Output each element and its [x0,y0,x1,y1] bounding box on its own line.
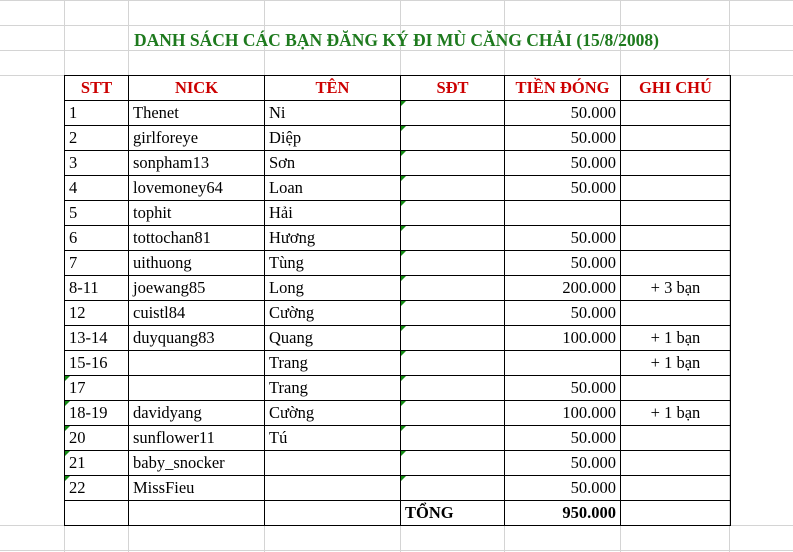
cell-ghi-chu[interactable] [621,176,731,201]
registration-table [64,75,731,526]
cell-ten[interactable] [265,451,401,476]
cell-tien-dong[interactable]: 50.000 [505,176,621,201]
cell-tien-dong[interactable]: 100.000 [505,326,621,351]
cell-stt[interactable]: 4 [65,176,129,201]
table-row [65,201,731,226]
table-row [65,151,731,176]
table-row [65,401,731,426]
table-row [65,176,731,201]
cell-ghi-chu[interactable] [621,451,731,476]
cell-ten[interactable]: Diệp [265,126,401,151]
cell[interactable] [265,501,401,526]
header-nick[interactable]: NICK [129,76,265,101]
cell-stt[interactable]: 6 [65,226,129,251]
header-ghi-chu[interactable]: GHI CHÚ [621,76,731,101]
cell-tien-dong[interactable]: 50.000 [505,151,621,176]
cell-tien-dong[interactable]: 50.000 [505,301,621,326]
cell-stt[interactable]: 13-14 [65,326,129,351]
cell-stt[interactable]: 3 [65,151,129,176]
cell-ten[interactable]: Trang [265,376,401,401]
cell-sdt[interactable] [401,326,505,351]
cell-tien-dong[interactable]: 50.000 [505,476,621,501]
cell-ghi-chu[interactable] [621,301,731,326]
cell-nick[interactable]: sonpham13 [129,151,265,176]
header-ten[interactable]: TÊN [265,76,401,101]
cell-nick[interactable]: girlforeye [129,126,265,151]
cell-sdt[interactable] [401,101,505,126]
cell-sdt[interactable] [401,351,505,376]
cell-nick[interactable] [129,351,265,376]
cell-ghi-chu[interactable] [621,151,731,176]
cell-ten[interactable]: Quang [265,326,401,351]
table-row [65,101,731,126]
cell-stt[interactable]: 12 [65,301,129,326]
table-row [65,301,731,326]
table-row [65,126,731,151]
cell-ten[interactable]: Trang [265,351,401,376]
cell-ghi-chu[interactable]: + 1 bạn [621,401,731,426]
cell-ten[interactable]: Hương [265,226,401,251]
cell[interactable] [65,501,129,526]
cell-ten[interactable]: Tú [265,426,401,451]
table-row [65,251,731,276]
total-row [65,501,731,526]
table-row [65,351,731,376]
table-row [65,276,731,301]
cell-tien-dong[interactable]: 50.000 [505,226,621,251]
total-label[interactable]: TỔNG [401,501,505,526]
cell-stt[interactable]: 20 [65,426,129,451]
cell-sdt[interactable] [401,276,505,301]
cell-tien-dong[interactable]: 50.000 [505,101,621,126]
cell-tien-dong[interactable]: 50.000 [505,251,621,276]
sheet-title[interactable]: DANH SÁCH CÁC BẠN ĐĂNG KÝ ĐI MÙ CĂNG CHẢI (15/8/2008) [134,30,659,50]
cell-sdt[interactable] [401,126,505,151]
cell-ghi-chu[interactable] [621,476,731,501]
cell-ghi-chu[interactable] [621,426,731,451]
header-stt[interactable]: STT [65,76,129,101]
gridline [0,25,793,26]
cell-stt[interactable]: 18-19 [65,401,129,426]
cell-stt[interactable]: 7 [65,251,129,276]
cell-tien-dong[interactable]: 200.000 [505,276,621,301]
cell-stt[interactable]: 15-16 [65,351,129,376]
cell-stt[interactable]: 22 [65,476,129,501]
table-row [65,326,731,351]
cell-ten[interactable]: Cường [265,301,401,326]
cell-ghi-chu[interactable] [621,376,731,401]
cell-sdt[interactable] [401,451,505,476]
cell-sdt[interactable] [401,476,505,501]
cell-tien-dong[interactable]: 50.000 [505,451,621,476]
cell-sdt[interactable] [401,151,505,176]
cell-stt[interactable]: 8-11 [65,276,129,301]
cell-sdt[interactable] [401,176,505,201]
cell-nick[interactable]: davidyang [129,401,265,426]
cell-ghi-chu[interactable]: + 1 bạn [621,351,731,376]
cell-nick[interactable]: cuistl84 [129,301,265,326]
cell-nick[interactable]: tottochan81 [129,226,265,251]
cell-nick[interactable] [129,376,265,401]
cell-tien-dong[interactable] [505,201,621,226]
cell[interactable] [129,501,265,526]
cell-ghi-chu[interactable] [621,201,731,226]
cell-sdt[interactable] [401,376,505,401]
cell-nick[interactable]: Thenet [129,101,265,126]
cell-nick[interactable]: MissFieu [129,476,265,501]
table-row [65,376,731,401]
gridline [0,550,793,551]
cell-stt[interactable]: 2 [65,126,129,151]
cell-tien-dong[interactable]: 50.000 [505,426,621,451]
cell-ghi-chu[interactable] [621,251,731,276]
cell-stt[interactable]: 17 [65,376,129,401]
cell[interactable] [621,501,731,526]
total-value[interactable]: 950.000 [505,501,621,526]
table-row [65,476,731,501]
cell-stt[interactable]: 5 [65,201,129,226]
table-row [65,451,731,476]
cell-ten[interactable]: Long [265,276,401,301]
cell-ghi-chu[interactable] [621,101,731,126]
cell-ghi-chu[interactable] [621,126,731,151]
cell-sdt[interactable] [401,251,505,276]
cell-sdt[interactable] [401,401,505,426]
cell-tien-dong[interactable]: 100.000 [505,401,621,426]
cell-ghi-chu[interactable] [621,226,731,251]
cell-tien-dong[interactable] [505,351,621,376]
cell-ten[interactable]: Cường [265,401,401,426]
cell-nick[interactable]: lovemoney64 [129,176,265,201]
cell-tien-dong[interactable]: 50.000 [505,126,621,151]
header-row [65,76,731,101]
cell-sdt[interactable] [401,426,505,451]
cell-nick[interactable]: baby_snocker [129,451,265,476]
cell-nick[interactable]: duyquang83 [129,326,265,351]
cell-tien-dong[interactable]: 50.000 [505,376,621,401]
cell-ten[interactable] [265,476,401,501]
cell-ten[interactable]: Tùng [265,251,401,276]
cell-ghi-chu[interactable]: + 1 bạn [621,326,731,351]
cell-ten[interactable]: Hải [265,201,401,226]
cell-nick[interactable]: sunflower11 [129,426,265,451]
gridline [0,0,793,1]
table-row [65,426,731,451]
cell-sdt[interactable] [401,201,505,226]
cell-nick[interactable]: joewang85 [129,276,265,301]
cell-nick[interactable]: uithuong [129,251,265,276]
cell-nick[interactable]: tophit [129,201,265,226]
cell-stt[interactable]: 1 [65,101,129,126]
cell-ten[interactable]: Ni [265,101,401,126]
header-tien-dong[interactable]: TIỀN ĐÓNG [505,76,621,101]
cell-ghi-chu[interactable]: + 3 bạn [621,276,731,301]
cell-ten[interactable]: Sơn [265,151,401,176]
cell-stt[interactable]: 21 [65,451,129,476]
cell-sdt[interactable] [401,301,505,326]
header-sdt[interactable]: SĐT [401,76,505,101]
cell-ten[interactable]: Loan [265,176,401,201]
cell-sdt[interactable] [401,226,505,251]
table-row [65,226,731,251]
